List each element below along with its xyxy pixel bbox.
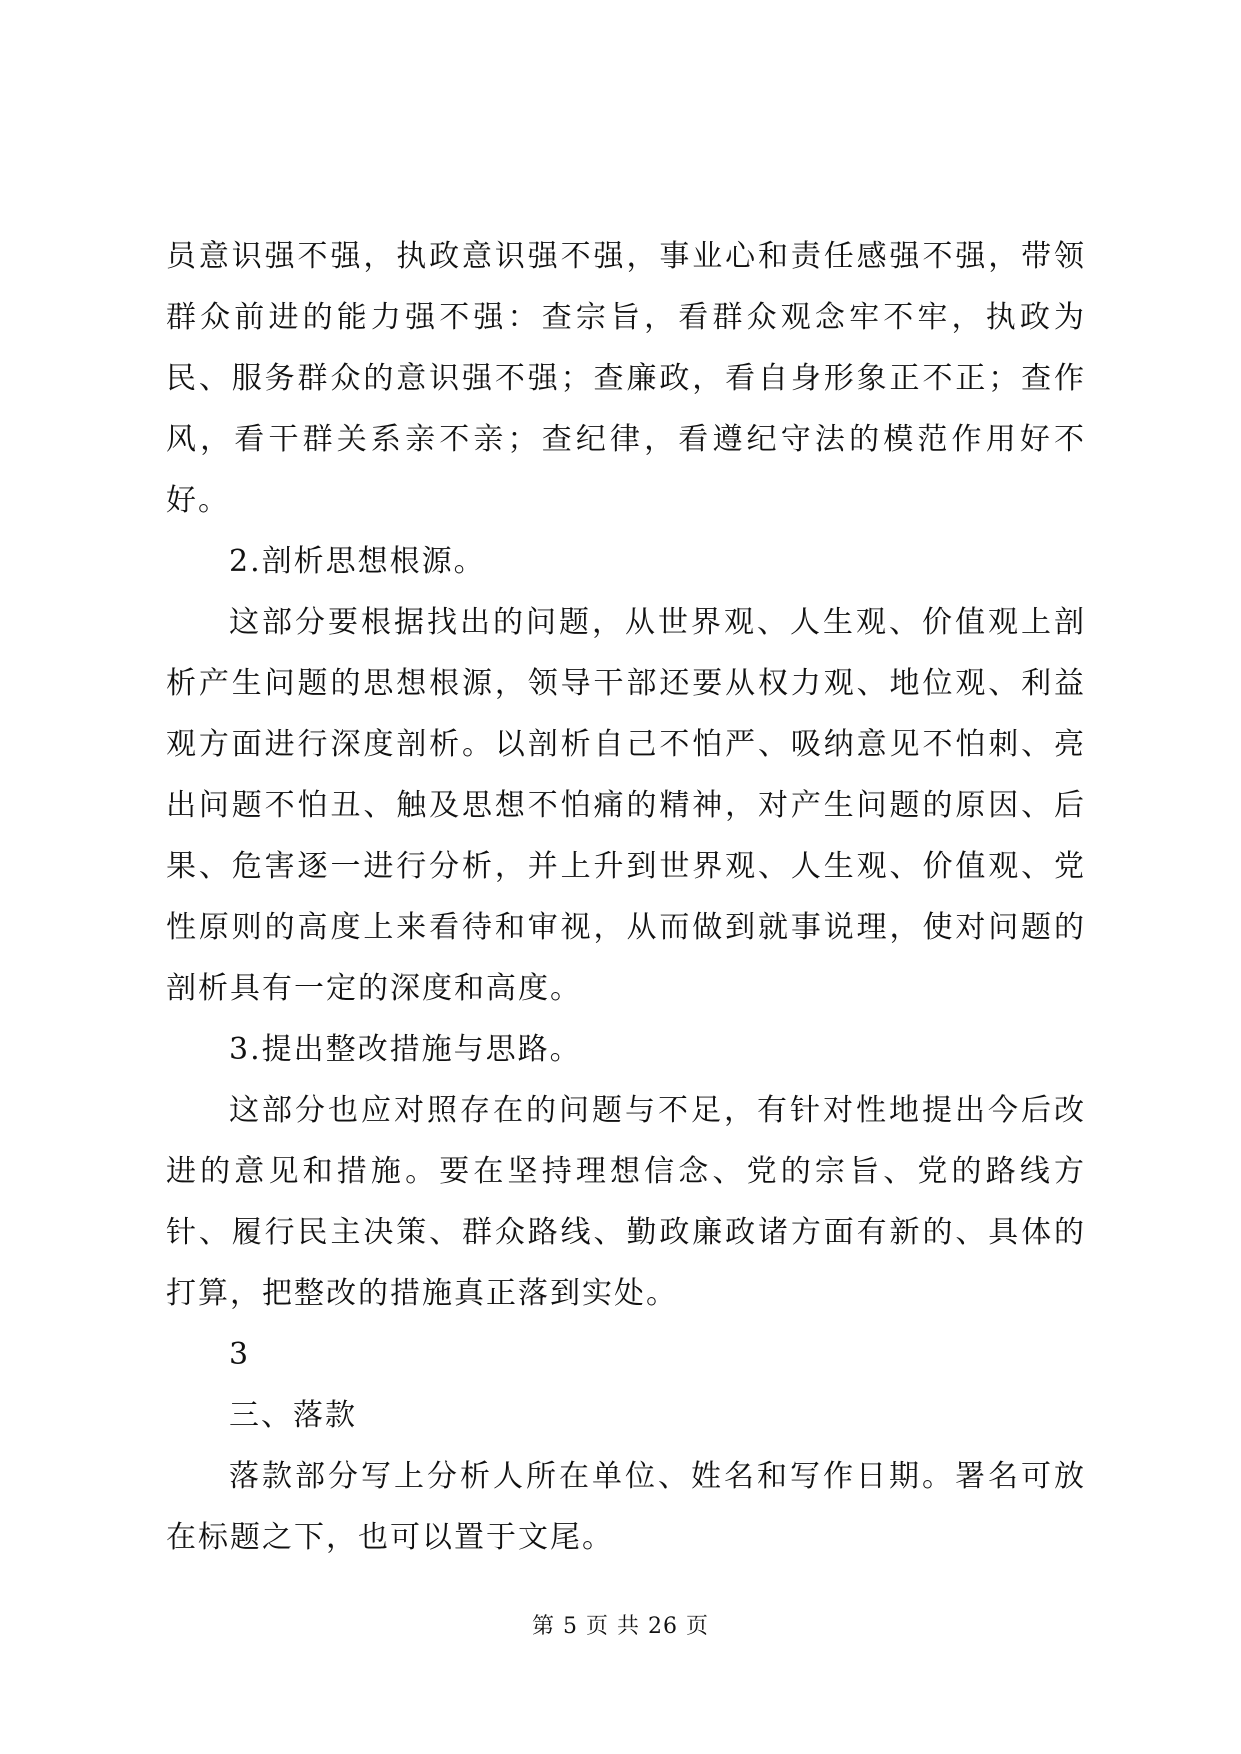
- inline-page-number: 3: [229, 1337, 251, 1372]
- paragraph-signature: 落款部分写上分析人所在单位、姓名和写作日期。署名可放在标题之下，也可以置于文尾。: [166, 1459, 1086, 1555]
- section-heading-2: 2.剖析思想根源。: [229, 544, 486, 579]
- paragraph-continued: 员意识强不强，执政意识强不强，事业心和责任感强不强，带领群众前进的能力强不强：查宗旨，看群众观念牢不牢，执政为民、服务群众的意识强不强；查廉政，看自身形象正不正；查作风，看干群关系亲不亲；查纪律，看遵纪守法的模范作用好不好。: [166, 239, 1086, 518]
- section-heading-signature: 三、落款: [229, 1398, 357, 1433]
- paragraph-analysis: 这部分要根据找出的问题，从世界观、人生观、价值观上剖析产生问题的思想根源，领导干部还要从权力观、地位观、利益观方面进行深度剖析。以剖析自己不怕严、吸纳意见不怕刺、亮出问题不怕丑、触及思想不怕痛的精神，对产生问题的原因、后果、危害逐一进行分析，并上升到世界观、人生观、价值观、党性原则的高度上来看待和审视，从而做到就事说理，使对问题的剖析具有一定的深度和高度。: [166, 605, 1086, 1006]
- document-body: [166, 226, 1086, 1568]
- section-heading-3: 3.提出整改措施与思路。: [229, 1032, 582, 1067]
- paragraph-measures: 这部分也应对照存在的问题与不足，有针对性地提出今后改进的意见和措施。要在坚持理想信念、党的宗旨、党的路线方针、履行民主决策、群众路线、勤政廉政诸方面有新的、具体的打算，把整改的措施真正落到实处。: [166, 1093, 1086, 1311]
- page-footer: 第 5 页 共 26 页: [532, 1614, 709, 1639]
